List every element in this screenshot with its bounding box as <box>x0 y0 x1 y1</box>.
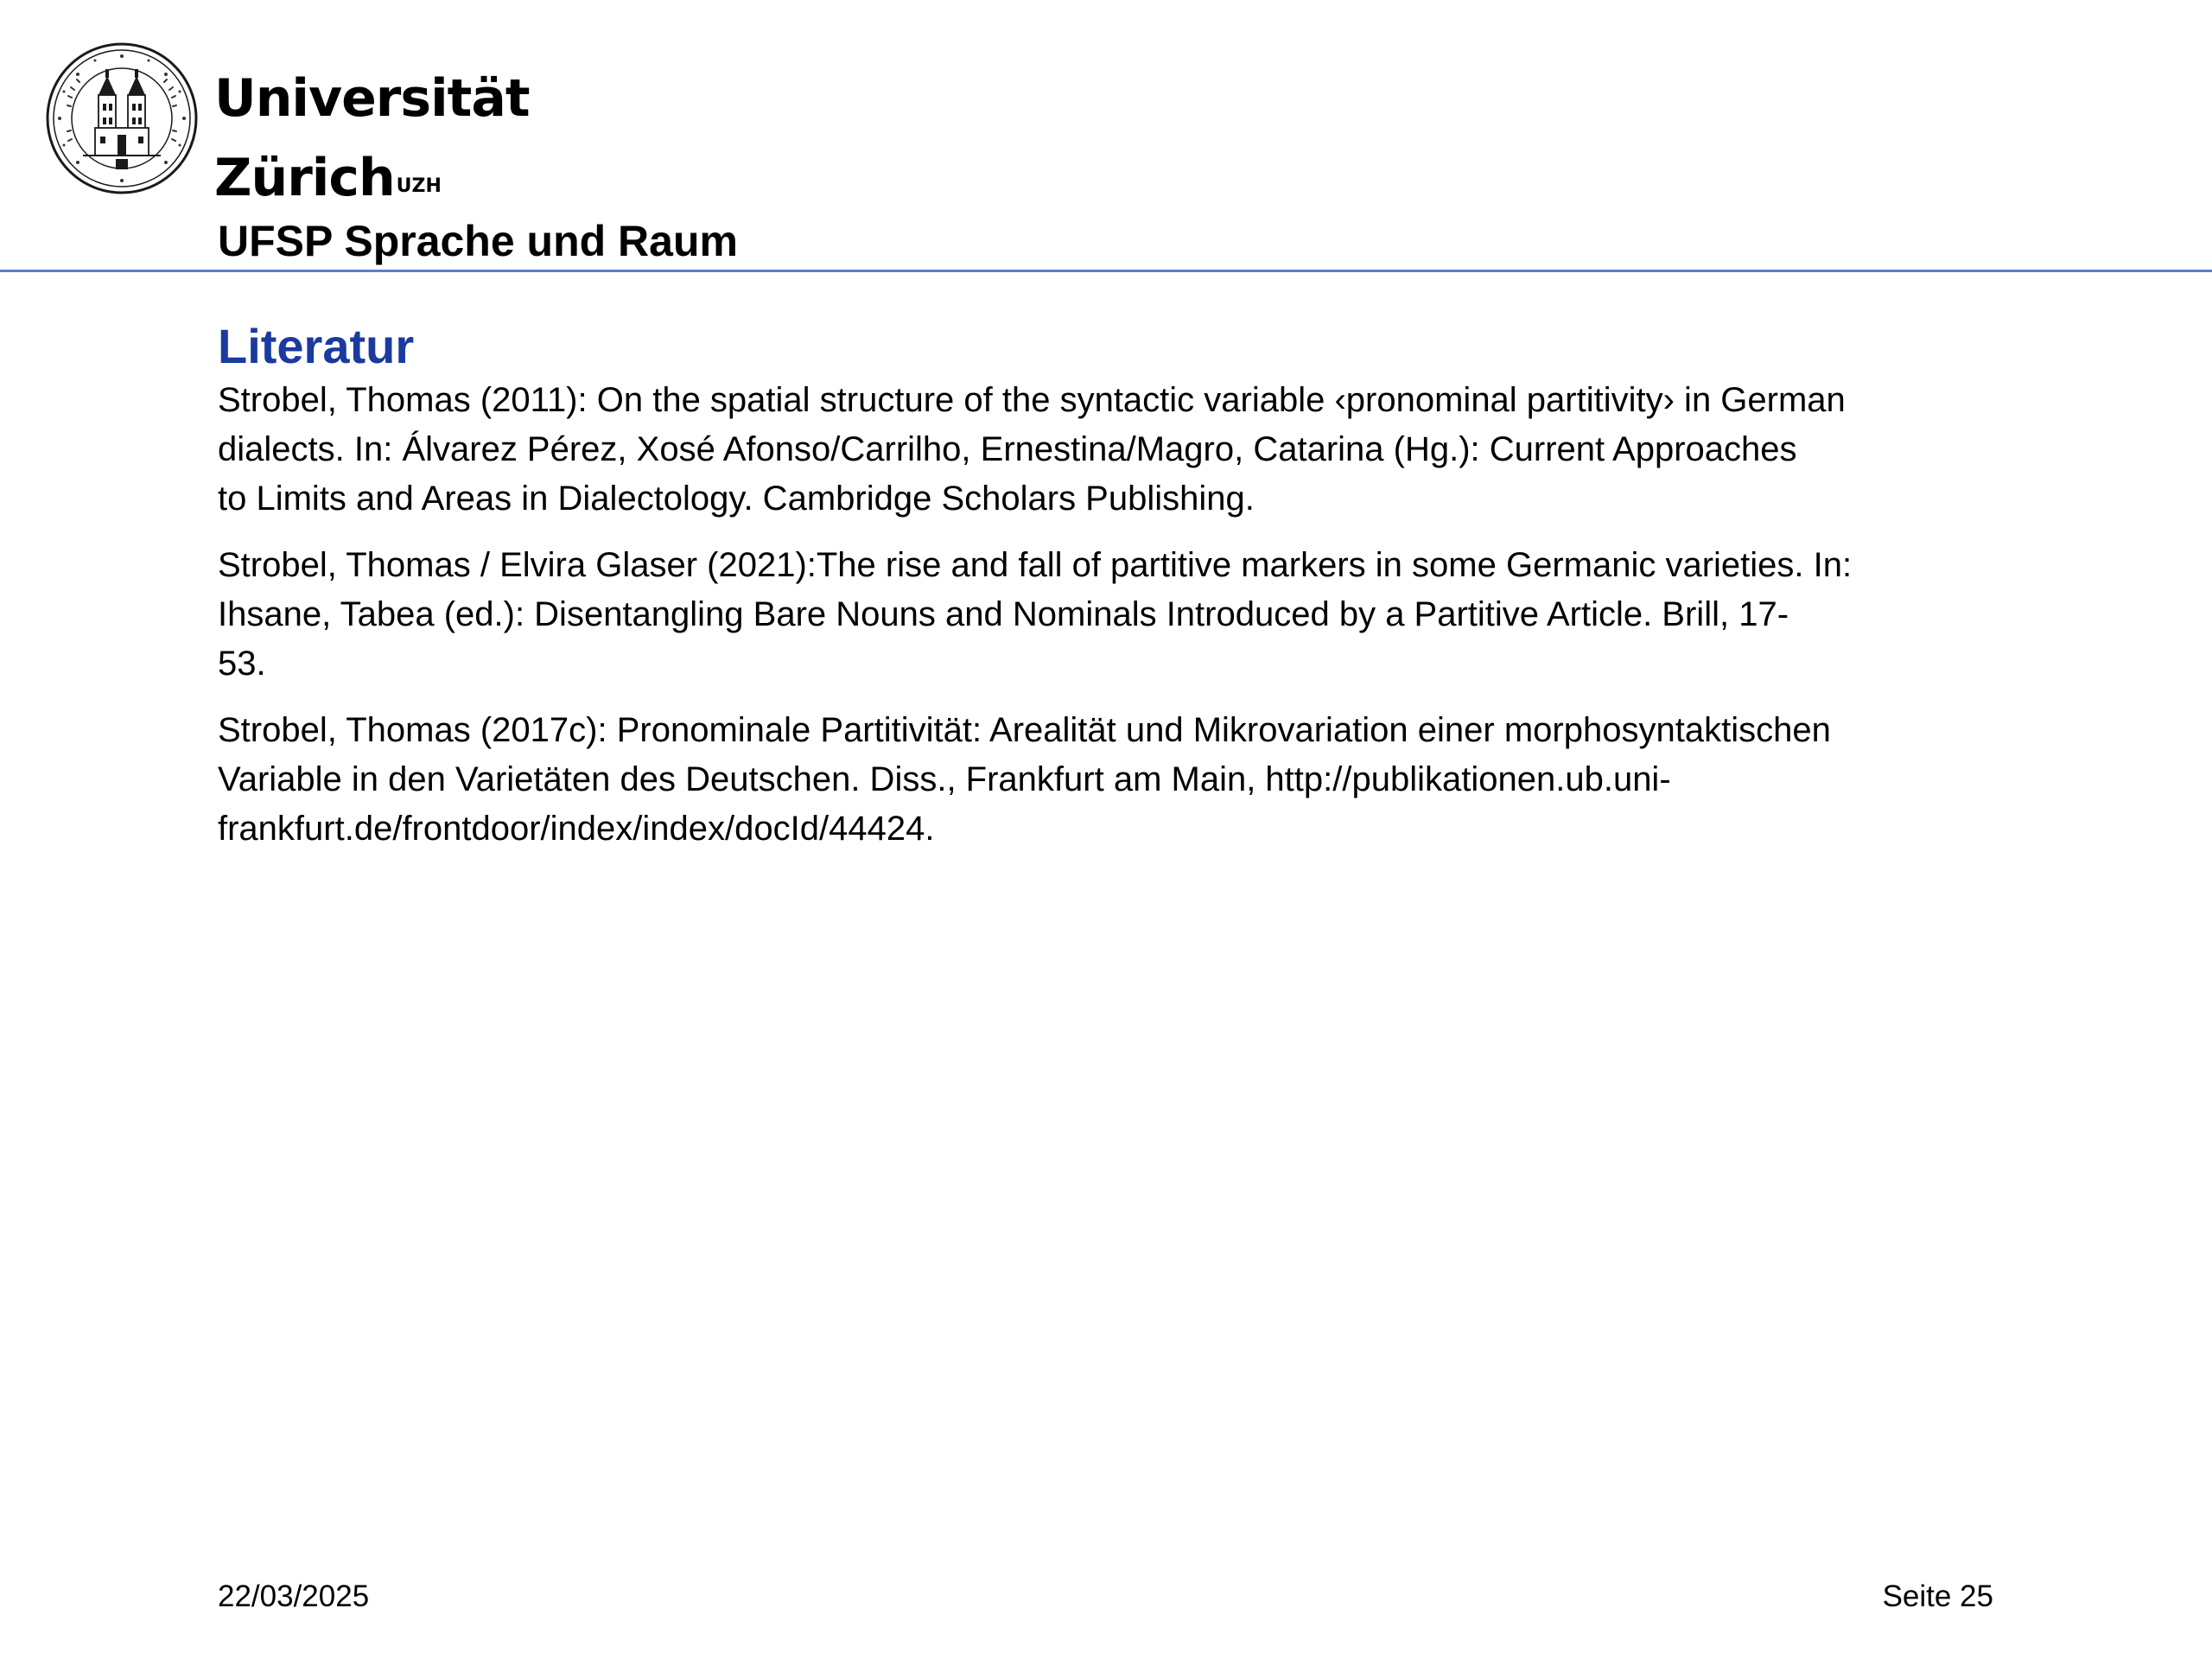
reference-item <box>218 376 2006 524</box>
university-seal-icon <box>45 41 199 195</box>
reference-line: Strobel, Thomas (2017c): Pronominale Partitivität: Arealität und Mikrovariation einer morphosyntaktischen <box>218 711 1831 749</box>
reference-item <box>218 706 2006 854</box>
university-wordmark <box>214 59 530 218</box>
university-name-line2 <box>214 138 530 218</box>
reference-line: Ihsane, Tabea (ed.): Disentangling Bare Nouns and Nominals Introduced by a Partitive Article. Brill, 17- <box>218 595 1789 633</box>
reference-item <box>218 541 2006 689</box>
header-divider <box>0 270 2212 272</box>
slide-title: Literatur <box>218 319 415 373</box>
university-abbr: UZH <box>396 175 442 197</box>
reference-line: dialects. In: Álvarez Pérez, Xosé Afonso/Carrilho, Ernestina/Magro, Catarina (Hg.): Current Approaches <box>218 430 1797 468</box>
footer-date: 22/03/2025 <box>218 1580 370 1613</box>
reference-line: Strobel, Thomas / Elvira Glaser (2021):The rise and fall of partitive markers in some Germanic varieties. In: <box>218 546 1853 584</box>
reference-line: to Limits and Areas in Dialectology. Cambridge Scholars Publishing. <box>218 480 1255 518</box>
reference-line: Variable in den Varietäten des Deutschen. Diss., Frankfurt am Main, http://publikationen.ub.uni- <box>218 760 1671 798</box>
reference-list <box>218 376 2006 871</box>
reference-line: 53. <box>218 645 266 683</box>
page-number: Seite 25 <box>1882 1580 1993 1613</box>
unit-title: UFSP Sprache und Raum <box>218 217 738 265</box>
reference-line: frankfurt.de/frontdoor/index/index/docId/44424. <box>218 810 935 848</box>
university-name-line1: Universität <box>214 68 530 129</box>
reference-line: Strobel, Thomas (2011): On the spatial structure of the syntactic variable ‹pronominal partitivity› in German <box>218 381 1846 419</box>
university-city: Zürich <box>214 148 395 208</box>
